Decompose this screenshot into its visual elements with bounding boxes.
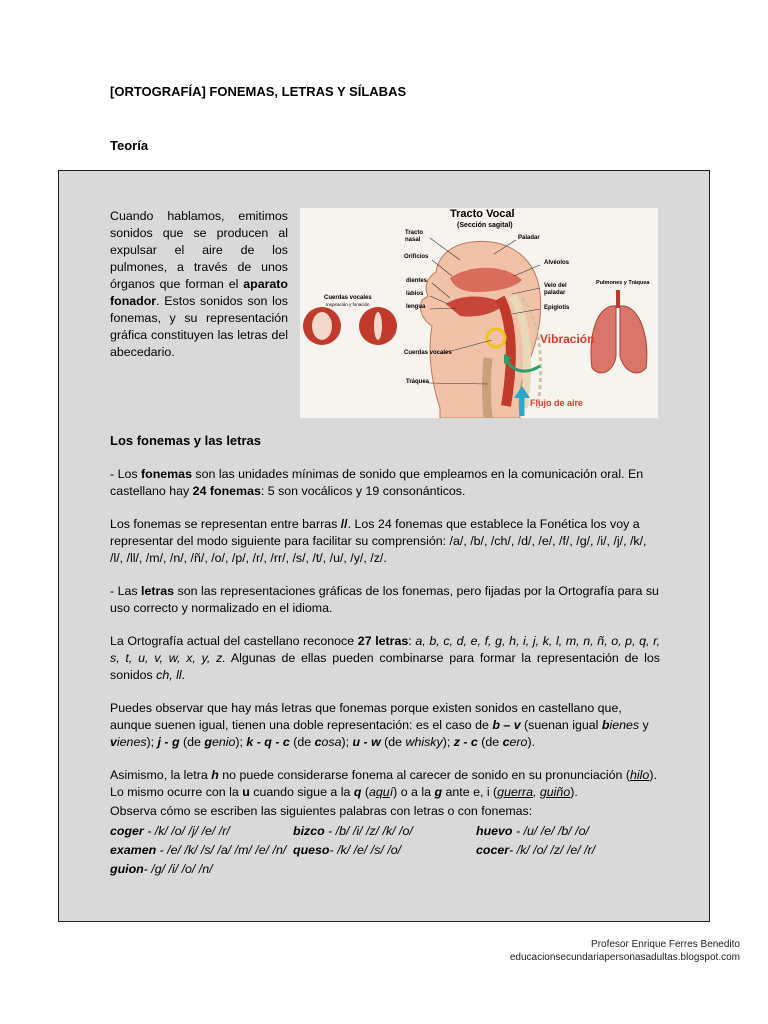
- p2-a: Los fonemas se representan entre barras: [110, 517, 341, 531]
- intro-text-1: Cuando hablamos, emitimos sonidos que se producen al expulsar el aire de los pulmones, a través de unos órganos que forman el: [110, 209, 288, 291]
- text-run: k - q - c: [246, 735, 290, 749]
- paragraph-fonemas: [110, 466, 660, 500]
- text-run: ).: [570, 785, 578, 799]
- p4-c: :: [408, 634, 416, 648]
- text-run: u: [242, 785, 250, 799]
- text-run: );: [146, 735, 158, 749]
- word-row: [110, 822, 660, 841]
- p4-d: a, b, c, d, e, f, g, h, i, j, k, l, m, n, ñ, o, p, q, r, s, t, u, v, w, x, y, z.: [110, 634, 661, 665]
- word: queso: [293, 843, 330, 857]
- text-run: ero: [509, 735, 528, 749]
- p4-b: 27 letras: [357, 634, 409, 648]
- p3-c: son las representaciones gráficas de los fonemas, pero fijadas por la Ortografía para su uso correcto y normalizado en el idioma.: [110, 584, 659, 615]
- text-run: z - c: [453, 735, 478, 749]
- figure-subtitle: (Sección sagital): [457, 222, 513, 229]
- text-run: (de: [179, 735, 205, 749]
- text-run: guiño: [539, 785, 571, 799]
- text-run: (suenan igual: [520, 718, 602, 732]
- label-lengua: lengua: [406, 304, 426, 310]
- label-vibracion: Vibración: [540, 332, 595, 346]
- label-pulmones: Pulmones y Tráquea: [596, 280, 650, 286]
- text-run: a: [369, 785, 376, 799]
- label-epiglotis: Epiglotis: [544, 305, 570, 311]
- label-alveolos: Alvéolos: [544, 260, 570, 266]
- text-run: Puedes observar que hay más letras que fonemas porque existen sonidos en castellano que, aunque suenen igual, tienen una doble representación: es el caso de: [110, 701, 622, 732]
- text-run: (de: [380, 735, 406, 749]
- word-example: [293, 822, 476, 841]
- p1-b: fonemas: [141, 467, 192, 481]
- main-content: [110, 428, 660, 879]
- word: huevo: [476, 824, 513, 838]
- label-cuerdas-vocales-left: Cuerdas vocales: [324, 295, 372, 301]
- label-flujo-aire: Flujo de aire: [530, 398, 584, 408]
- text-run: enio: [211, 735, 236, 749]
- text-run: qu: [375, 785, 390, 799]
- phonemes: - /e/ /k/ /s/ /a/ /m/ /e/ /n/: [156, 843, 287, 857]
- phonemes: - /u/ /e/ /b/ /o/: [512, 824, 589, 838]
- phonemes: - /k/ /o/ /j/ /e/ /r/: [143, 824, 230, 838]
- p2-c: . Los 24 fonemas que establece la Fonética los voy a representar del modo siguiente para facilitar su comprensión: /a/, /b/, /ch/, /d/, /e/, /f/, /g/, /i/, /j/, /k/, /l/, /ll/, /m/, /n/, /ñ/, /o/, /p/, /r/, /rr/, /s/, /t/, /u/, /y/, /z/.: [110, 517, 647, 565]
- subsection-heading: Los fonemas y las letras: [110, 433, 262, 448]
- text-run: (: [361, 785, 369, 799]
- p1-e: : 5 son vocálicos y 19 consonánticos.: [260, 484, 466, 498]
- text-run: j - g: [157, 735, 180, 749]
- page-footer: [510, 938, 740, 964]
- text-run: v: [110, 735, 117, 749]
- word-example: [110, 822, 293, 841]
- phonemes: - /g/ /i/ /o/ /n/: [143, 862, 213, 876]
- word-example: [476, 841, 659, 860]
- text-run: cuando sigue a la: [249, 785, 354, 799]
- intro-paragraph: [110, 208, 288, 361]
- document-title: [ORTOGRAFÍA] FONEMAS, LETRAS Y SÍLABAS: [110, 84, 407, 99]
- text-run: );: [442, 735, 454, 749]
- vocal-tract-figure: [300, 208, 658, 418]
- text-run: (de: [477, 735, 503, 749]
- word-row: [110, 860, 660, 879]
- p4-f: ch, ll: [156, 668, 182, 682]
- p4-e: Algunas de ellas pueden combinarse para formar la representación de los sonidos: [110, 651, 661, 682]
- text-run: h: [211, 768, 219, 782]
- phonemes: - /b/ /i/ /z/ /k/ /o/: [324, 824, 413, 838]
- word: coger: [110, 824, 144, 838]
- label-traquea: Tráquea: [406, 379, 430, 385]
- text-run: b – v: [492, 718, 521, 732]
- label-inspiracion-fonacion: Inspiración y fonación: [326, 302, 370, 307]
- text-run: ). Lo mismo ocurre con la: [110, 768, 657, 799]
- p4-g: .: [181, 668, 186, 682]
- word-examples: [110, 822, 660, 879]
- word-row: [110, 841, 660, 860]
- word: cocer: [476, 843, 510, 857]
- paragraph-letra-h: [110, 767, 660, 801]
- text-run: (de: [289, 735, 315, 749]
- text-run: u - w: [352, 735, 381, 749]
- text-run: c: [314, 735, 322, 749]
- paragraph-observa: Observa cómo se escriben las siguientes palabras con letras o con fonemas:: [110, 804, 533, 818]
- text-run: í: [389, 785, 394, 799]
- text-run: );: [341, 735, 353, 749]
- section-title: Teoría: [110, 138, 149, 153]
- p1-c: son las unidades mínimas de sonido que empleamos en la comunicación oral. En castellano hay: [110, 467, 644, 498]
- p3-b: letras: [141, 584, 175, 598]
- p4-a: La Ortografía actual del castellano reconoce: [110, 634, 358, 648]
- word: examen: [110, 843, 157, 857]
- word: bizco: [293, 824, 325, 838]
- phonemes: - /k/ /o/ /z/ /e/ /r/: [509, 843, 596, 857]
- word-example: [110, 841, 293, 860]
- text-run: b: [601, 718, 610, 732]
- text-run: guerra: [497, 785, 533, 799]
- word: guion: [110, 862, 144, 876]
- footer-author: Profesor Enrique Ferres Benedito: [591, 939, 740, 950]
- paragraph-27-letras: [110, 633, 660, 684]
- word-example: [110, 860, 293, 879]
- label-dientes: dientes: [406, 278, 428, 284]
- paragraph-doble-representacion: [110, 700, 660, 751]
- phonemes: - /k/ /e/ /s/ /o/: [329, 843, 402, 857]
- text-run: g: [434, 785, 443, 799]
- text-run: q: [353, 785, 362, 799]
- paragraph-barras: [110, 516, 660, 567]
- figure-title: Tracto Vocal: [450, 208, 515, 220]
- label-paladar: Paladar: [518, 235, 540, 241]
- text-run: );: [235, 735, 247, 749]
- label-orificios: Orificios: [404, 254, 429, 260]
- footer-site: educacionsecundariapersonasadultas.blogspot.com: [509, 952, 740, 963]
- text-run: whisky: [405, 735, 443, 749]
- intro-text-2: . Estos sonidos son los fonemas, y su representación gráfica constituyen las letras del abecedario.: [110, 294, 288, 359]
- p2-b: //: [340, 517, 348, 531]
- word-example: [476, 822, 659, 841]
- text-run: ienes: [116, 735, 147, 749]
- text-run: no puede considerarse fonema al carecer de sonido en su pronunciación (: [218, 768, 631, 782]
- p3-a: - Las: [110, 584, 141, 598]
- text-run: ante e, i (: [442, 785, 498, 799]
- label-cuerdas-vocales-mid: Cuerdas vocales: [404, 350, 452, 356]
- label-tracto-nasal: Tracto nasal: [405, 230, 424, 243]
- intro-bold-term: aparato fonador: [110, 277, 288, 308]
- text-run: hilo: [630, 768, 650, 782]
- text-run: Asimismo, la letra: [110, 768, 212, 782]
- p1-a: - Los: [110, 467, 141, 481]
- label-velo-paladar: Velo del paladar: [544, 283, 567, 296]
- p1-d: 24 fonemas: [192, 484, 261, 498]
- text-run: ienes: [609, 718, 640, 732]
- text-run: ,: [533, 785, 540, 799]
- text-run: c: [502, 735, 510, 749]
- label-labios: labios: [406, 291, 424, 297]
- vocal-tract-illustration: [300, 208, 658, 418]
- text-run: osa: [321, 735, 342, 749]
- text-run: y: [639, 718, 649, 732]
- word-example: [293, 841, 476, 860]
- text-run: g: [204, 735, 212, 749]
- text-run: ).: [527, 735, 536, 749]
- text-run: ) o a la: [393, 785, 435, 799]
- paragraph-letras: [110, 583, 660, 617]
